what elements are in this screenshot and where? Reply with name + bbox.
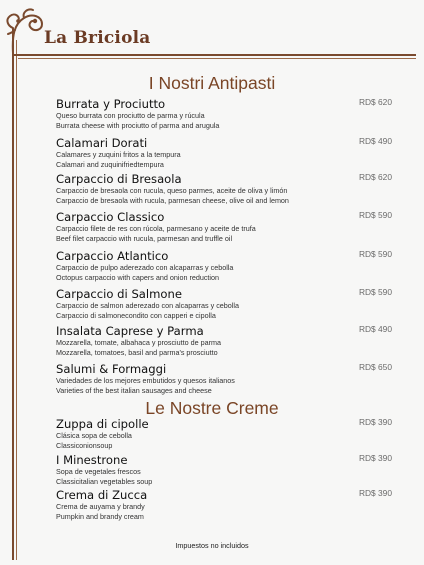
frame-horizontal-inner-line (18, 58, 416, 59)
menu-item-description-en: Mozzarella, tomatoes, basil and parma's prosciutto (56, 347, 218, 357)
menu-item-description-es: Carpaccio de salmon aderezado con alcaparras y cebolla (56, 301, 239, 310)
menu-item-description-en: Classiconionsoup (56, 440, 113, 450)
frame-horizontal-line (12, 54, 416, 56)
restaurant-logo-text: La Briciola (44, 28, 151, 48)
menu-item-name: I Minestrone (56, 453, 128, 467)
menu-item-name: Burrata y Prociutto (56, 97, 166, 111)
menu-item-description-en: Burrata cheese with prociutto of parma and arugula (56, 120, 220, 130)
menu-item (56, 249, 396, 282)
menu-item-price: RD$ 590 (358, 287, 392, 297)
menu-item-name: Calamari Dorati (56, 136, 148, 150)
menu-item-price: RD$ 390 (358, 453, 392, 463)
menu-item-name: Carpaccio Classico (56, 210, 165, 224)
menu-item-description-en: Octopus carpaccio with capers and onion reduction (56, 272, 220, 282)
menu-item (56, 453, 396, 486)
menu-item-description-en: Carpaccio di salmonecondito con capperi e cipolla (56, 310, 216, 320)
menu-item-price: RD$ 390 (358, 417, 392, 427)
menu-item-description-en: Classicitalian vegetables soup (56, 476, 153, 486)
menu-item-price: RD$ 590 (358, 249, 392, 259)
menu-item (56, 136, 396, 169)
menu-item-name: Crema di Zucca (56, 488, 148, 502)
menu-item (56, 172, 396, 205)
menu-item-description-es: Calamares y zuquini fritos a la tempura (56, 150, 181, 159)
menu-item-description-es: Mozzarella, tomate, albahaca y prosciutto de parma (56, 338, 221, 347)
menu-item-description-en: Varieties of the best italian sausages and cheese (56, 385, 212, 395)
menu-item-description-es: Clásica sopa de cebolla (56, 431, 132, 440)
menu-item-price: RD$ 490 (358, 324, 392, 334)
menu-item-description-es: Variedades de los mejores embutidos y quesos italianos (56, 376, 235, 385)
menu-item-name: Carpaccio Atlantico (56, 249, 169, 263)
menu-item (56, 210, 396, 243)
menu-item-price: RD$ 650 (358, 362, 392, 372)
menu-item-description-es: Queso burrata con prociutto de parma y rúcula (56, 111, 205, 120)
menu-item-description-en: Calamari and zuquinifriedtempura (56, 159, 164, 169)
menu-item (56, 97, 396, 130)
section-title-antipasti: I Nostri Antipasti (148, 73, 276, 93)
menu-item-description-en: Pumpkin and brandy cream (56, 511, 144, 521)
menu-item-description-es: Carpaccio de bresaola con rucula, queso parmes, aceite de oliva y limón (56, 186, 288, 195)
menu-item-name: Salumi & Formaggi (56, 362, 167, 376)
menu-item-description-en: Beef filet carpaccio with rucula, parmesan and truffle oil (56, 233, 233, 243)
menu-item-price: RD$ 620 (358, 97, 392, 107)
frame-vertical-inner-line (16, 40, 17, 560)
frame-vertical-line (12, 28, 14, 560)
menu-item-description-es: Crema de auyama y brandy (56, 502, 145, 511)
menu-item (56, 417, 396, 450)
menu-item-name: Insalata Caprese y Parma (56, 324, 204, 338)
menu-item-price: RD$ 390 (358, 488, 392, 498)
menu-item-description-es: Carpaccio de pulpo aderezado con alcaparras y cebolla (56, 263, 234, 272)
menu-item-name: Zuppa di cipolle (56, 417, 149, 431)
menu-item-price: RD$ 490 (358, 136, 392, 146)
menu-item-price: RD$ 620 (358, 172, 392, 182)
menu-item-description-es: Carpaccio filete de res con rúcola, parmesano y aceite de trufa (56, 224, 256, 233)
menu-item (56, 287, 396, 320)
flourish-ornament-icon (2, 6, 48, 54)
menu-item (56, 488, 396, 521)
section-title-creme: Le Nostre Creme (145, 398, 279, 418)
menu-item-name: Carpaccio di Bresaola (56, 172, 182, 186)
menu-item-name: Carpaccio di Salmone (56, 287, 182, 301)
menu-item-price: RD$ 590 (358, 210, 392, 220)
menu-item-description-es: Sopa de vegetales frescos (56, 467, 141, 476)
menu-item-description-en: Carpaccio de bresaola with rucula, parmesan cheese, olive oil and lemon (56, 195, 289, 205)
menu-item (56, 324, 396, 357)
taxes-note: Impuestos no incluidos (175, 541, 249, 550)
menu-item (56, 362, 396, 395)
